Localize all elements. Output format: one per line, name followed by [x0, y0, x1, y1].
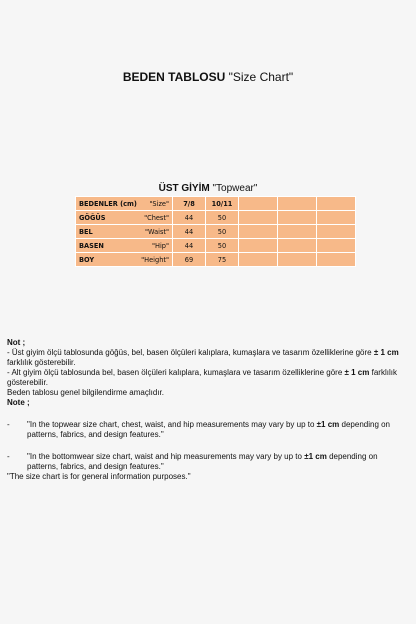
row-label: BOY	[79, 255, 95, 264]
note-text: farklılık gösterebilir.	[7, 358, 76, 367]
empty-cell	[317, 197, 356, 211]
row-label-en: "Chest"	[144, 213, 169, 222]
table-title	[0, 183, 416, 194]
title-english: "Size Chart"	[228, 70, 294, 84]
row-label-en: "Waist"	[144, 227, 169, 236]
table-cell: 44	[173, 211, 206, 225]
note-tr-info: Beden tablosu genel bilgilendirme amaçlıdır.	[7, 388, 164, 397]
table-cell: 75	[206, 253, 239, 267]
row-label-en: "Hip"	[151, 241, 169, 250]
note-tolerance: ± 1 cm	[344, 368, 370, 377]
note-tolerance: ±1 cm	[304, 452, 327, 461]
table-row	[76, 211, 356, 225]
bullet-dash: -	[7, 452, 10, 461]
row-label: BEL	[79, 227, 93, 236]
notes-heading-en: Note ;	[7, 398, 30, 407]
table-row	[76, 239, 356, 253]
bullet-dash: -	[7, 420, 10, 429]
empty-cell	[278, 253, 317, 267]
note-en-1	[7, 420, 407, 440]
notes-heading-tr: Not ;	[7, 338, 26, 347]
note-text: depending on patterns, fabrics, and design features."	[27, 420, 391, 439]
row-label-cell	[76, 211, 173, 225]
empty-cell	[317, 211, 356, 225]
note-tr-2	[7, 368, 407, 388]
empty-cell	[239, 239, 278, 253]
note-tolerance: ±1 cm	[316, 420, 340, 429]
note-text: farklılık gösterebilir.	[7, 368, 397, 387]
note-text: - Alt giyim ölçü tablosunda bel, basen ölçüleri kalıplara, kumaşlara ve tasarım özelliklerine göre	[7, 368, 343, 377]
note-en-2	[7, 452, 407, 472]
note-tr-1	[7, 348, 407, 368]
empty-cell	[278, 239, 317, 253]
table-title-bold: ÜST GİYİM	[158, 183, 210, 194]
empty-cell	[239, 225, 278, 239]
table-cell: 44	[173, 225, 206, 239]
note-tolerance: ± 1 cm	[373, 348, 399, 357]
empty-cell	[239, 197, 278, 211]
row-label-cell	[76, 253, 173, 267]
table-header-row	[76, 197, 356, 211]
empty-cell	[239, 211, 278, 225]
table-row	[76, 225, 356, 239]
note-en-1-text	[27, 420, 407, 440]
table-row	[76, 253, 356, 267]
table-cell: 69	[173, 253, 206, 267]
empty-cell	[317, 225, 356, 239]
table-cell: 50	[206, 239, 239, 253]
row-label-en: "Height"	[141, 255, 169, 264]
empty-cell	[317, 239, 356, 253]
header-label-en: "Size"	[149, 199, 169, 208]
row-label-cell	[76, 239, 173, 253]
note-en-2-text	[27, 452, 407, 472]
size-chart-table	[75, 196, 356, 267]
empty-cell	[278, 211, 317, 225]
table-cell: 50	[206, 225, 239, 239]
header-label: BEDENLER (cm)	[79, 199, 137, 208]
note-text: "In the bottomwear size chart, waist and hip measurements may vary by up to	[27, 452, 302, 461]
empty-cell	[278, 225, 317, 239]
note-text: depending on patterns, fabrics, and design features."	[27, 452, 378, 471]
column-header: 10/11	[206, 197, 239, 211]
title-bold: BEDEN TABLOSU	[122, 70, 226, 84]
note-en-info: "The size chart is for general information purposes."	[7, 472, 191, 481]
table-cell: 50	[206, 211, 239, 225]
empty-cell	[317, 253, 356, 267]
notes-section	[7, 338, 407, 482]
note-text: - Üst giyim ölçü tablosunda göğüs, bel, basen ölçüleri kalıplara, kumaşlara ve tasarım özelliklerine göre	[7, 348, 372, 357]
row-label: BASEN	[79, 241, 104, 250]
table-cell: 44	[173, 239, 206, 253]
row-label: GÖĞÜS	[79, 213, 106, 222]
table-title-english: "Topwear"	[212, 183, 258, 194]
empty-cell	[278, 197, 317, 211]
empty-cell	[239, 253, 278, 267]
column-header: 7/8	[173, 197, 206, 211]
row-label-cell	[76, 225, 173, 239]
note-text: "In the topwear size chart, chest, waist, and hip measurements may vary by up to	[27, 420, 315, 429]
header-label-cell	[76, 197, 173, 211]
page-title	[0, 70, 416, 84]
